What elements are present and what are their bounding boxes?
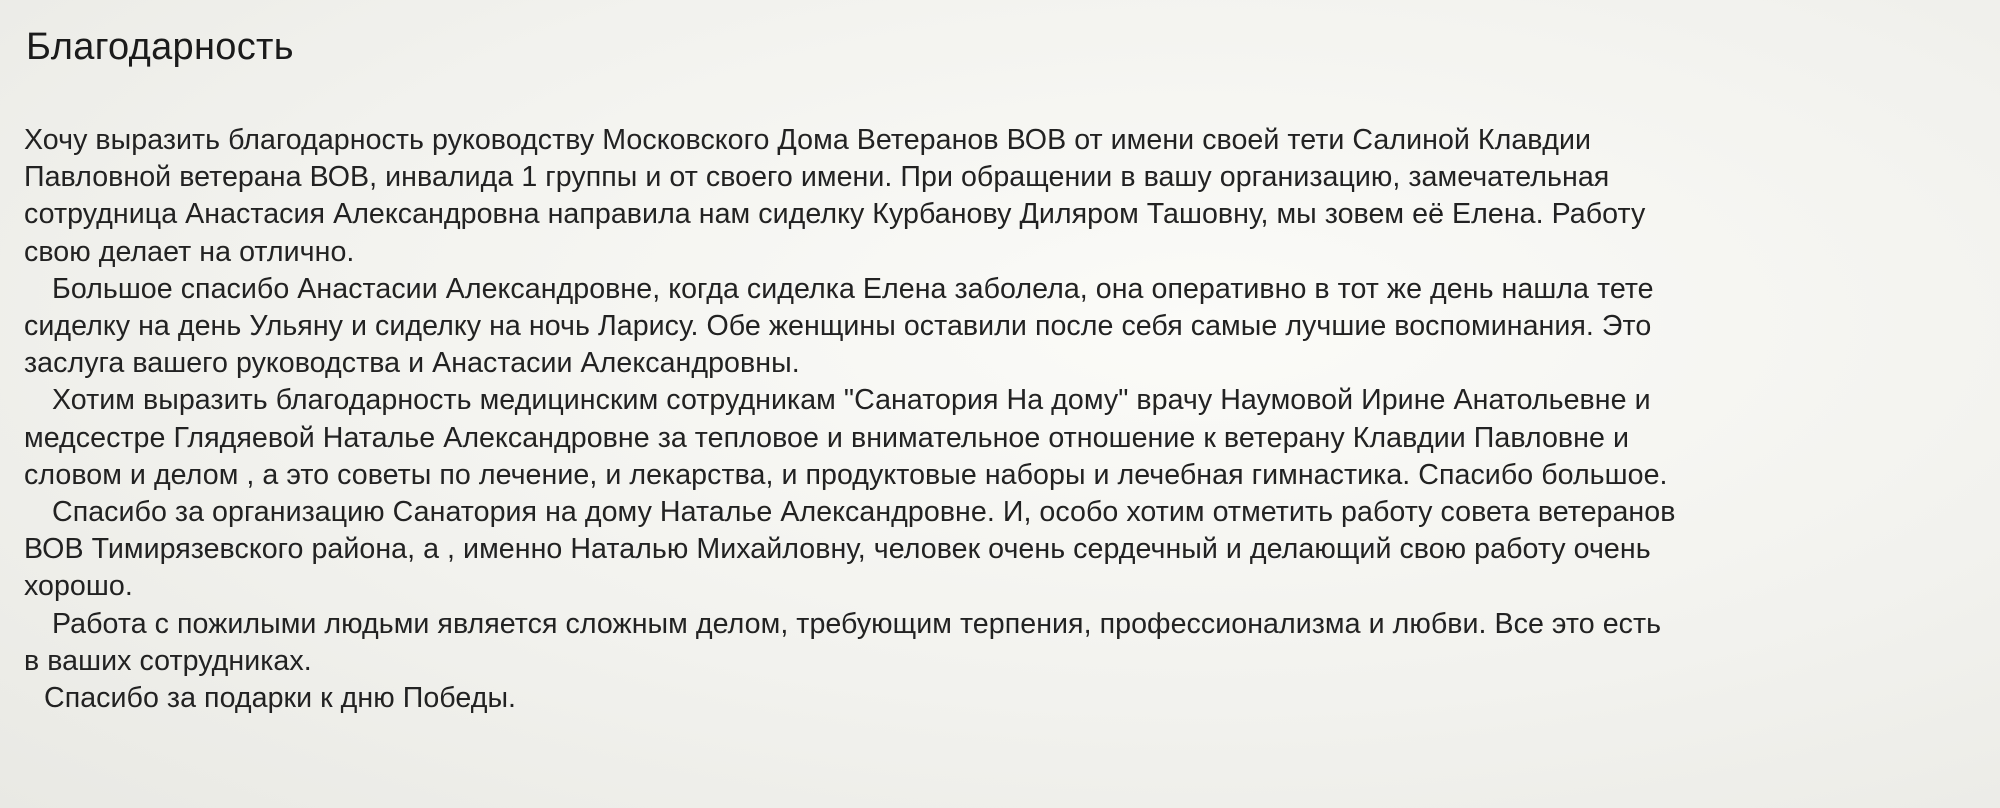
text-line: словом и делом , а это советы по лечение, и лекарства, и продуктовые наборы и лечебная гимнастика. Спасибо большое. (24, 458, 1668, 491)
text-line: свою делает на отлично. (24, 235, 355, 268)
text-line: Большое спасибо Анастасии Александровне, когда сиделка Елена заболела, она оперативно в тот же день нашла тете (52, 272, 1654, 305)
text-line: ВОВ Тимирязевского района, а , именно Наталью Михайловну, человек очень сердечный и делающий свою работу очень (24, 533, 1651, 566)
text-line: Спасибо за организацию Санатория на дому Наталье Александровне. И, особо хотим отметить работу совета ветеранов (52, 496, 1676, 529)
text-line: медсестре Глядяевой Наталье Александровне за тепловое и внимательное отношение к ветерану Клавдии Павловне и (24, 421, 1629, 454)
text-line: сиделку на день Ульяну и сиделку на ночь Ларису. Обе женщины оставили после себя самые лучшие воспоминания. Это (24, 310, 1652, 343)
document-title: Благодарность (26, 26, 294, 68)
text-line: Работа с пожилыми людьми является сложным делом, требующим терпения, профессионализма и любви. Все это есть (52, 607, 1662, 640)
text-line: Хотим выразить благодарность медицинским сотрудникам "Санатория На дому" врачу Наумовой Ирине Анатольевне и (52, 384, 1651, 417)
text-line: Павловной ветерана ВОВ, инвалида 1 группы и от своего имени. При обращении в вашу организацию, замечательная (24, 161, 1610, 194)
text-line: в ваших сотрудниках. (24, 644, 312, 677)
text-line: заслуга вашего руководства и Анастасии Александровны. (24, 347, 800, 380)
text-line: сотрудница Анастасия Александровна направила нам сиделку Курбанову Диляром Ташовну, мы зовем её Елена. Работу (24, 198, 1646, 231)
text-line: Спасибо за подарки к дню Победы. (44, 682, 517, 715)
document-body (24, 122, 1974, 717)
text-line: хорошо. (24, 570, 133, 603)
text-line: Хочу выразить благодарность руководству Московского Дома Ветеранов ВОВ от имени своей тети Салиной Клавдии (24, 124, 1592, 156)
